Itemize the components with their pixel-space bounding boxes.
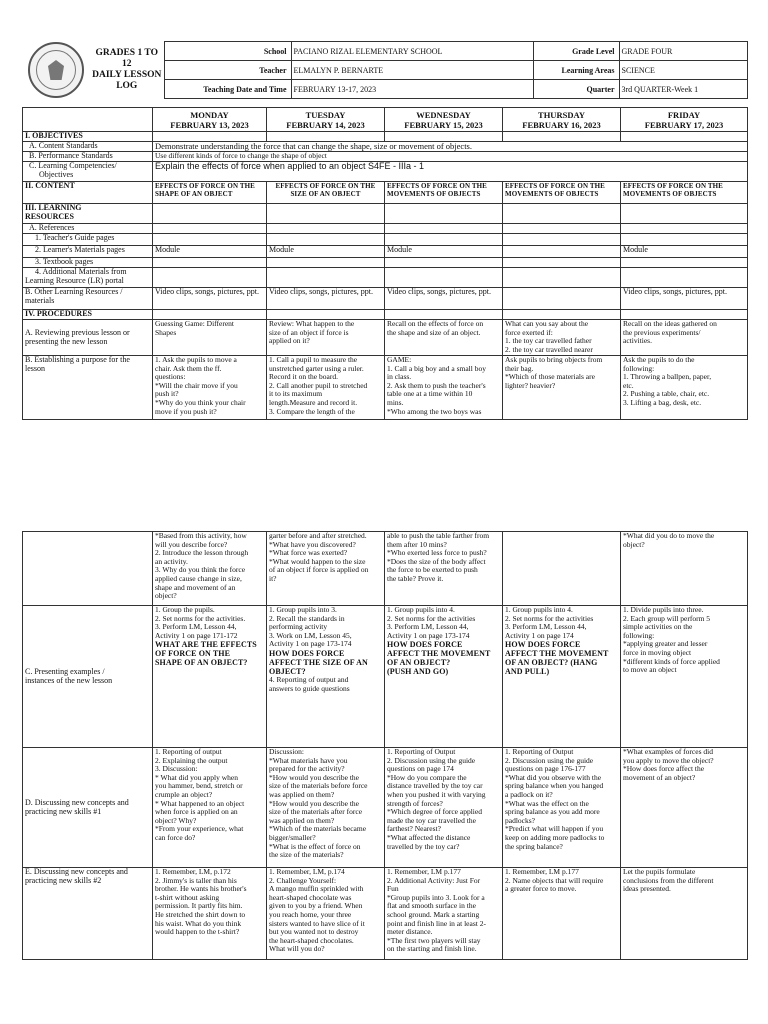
cell-line: HOW DOES FORCE [269, 648, 345, 658]
content-tuesday: EFFECTS OF FORCE ON THE SIZE OF AN OBJECT [267, 182, 385, 204]
lesson-log-table [22, 107, 748, 420]
other-resources-tuesday: Video clips, songs, pictures, ppt. [267, 288, 385, 310]
cell-line: an activity. [155, 556, 188, 566]
cell-line: What will you do? [269, 944, 325, 954]
procedure-a-thursday [503, 320, 621, 356]
header-table [22, 41, 748, 99]
competencies-label: C. Learning Competencies/ Objectives [23, 162, 153, 182]
cell-line: was applied on them? [269, 789, 335, 799]
cell-line: you apply to move the object? [623, 755, 714, 765]
cell-line: 1. Remember, LM, p.174 [269, 867, 345, 876]
cell-line: 1. Group pupils into 3. [269, 605, 337, 614]
procedure-b-tuesday [267, 356, 385, 420]
cell-line: travelled by the toy car? [387, 841, 460, 851]
cell-line: the spring balance? [505, 841, 563, 851]
cell-line: Activity 1 on page 174 [505, 630, 574, 640]
cell-line: 1. Reporting of Output [505, 747, 574, 756]
cell-line: 1. Remember, LM, p.172 [155, 867, 231, 876]
cell-line: WHAT ARE THE EFFECTS [155, 640, 257, 650]
cell-line: size of an object if force is [269, 327, 349, 337]
cell-line: 1. Divide pupils into three. [623, 605, 704, 614]
procedure-b-tuesday-cont [267, 532, 385, 606]
school-value: PACIANO RIZAL ELEMENTARY SCHOOL [291, 42, 533, 61]
cell-line: 1. Ask the pupils to move a [155, 355, 237, 364]
cell-line: 1. Call a big boy and a small boy [387, 363, 486, 373]
learners-materials-label: 2. Learner's Materials pages [23, 246, 153, 258]
cell-line: 1. Group the pupils. [155, 605, 215, 614]
competencies-value: Explain the effects of force when applied to an object S4FE - IIIa - 1 [153, 162, 748, 182]
procedure-e-label: E. Discussing new concepts and practicing new skills #2 [23, 868, 153, 960]
cell-line: 4. Reporting of output and [269, 674, 349, 684]
procedure-d-wednesday [385, 748, 503, 868]
content-thursday: EFFECTS OF FORCE ON THE MOVEMENTS OF OBJECTS [503, 182, 621, 204]
teacher-value: ELMALYN P. BERNARTE [291, 61, 533, 80]
other-resources-monday: Video clips, songs, pictures, ppt. [153, 288, 267, 310]
cell-line: the heart-shaped chocolates. [269, 935, 354, 945]
cell-line: length.Measure and record it. [269, 397, 358, 407]
cell-line: 2. Discussion using the guide [387, 755, 476, 765]
corner-cell [23, 108, 153, 132]
objectives-heading: I. OBJECTIVES [23, 132, 153, 142]
procedure-b-friday [621, 356, 748, 420]
cell-line: 2. Recall the standards in [269, 613, 345, 623]
cell-line: but you wanted not to destroy [269, 927, 359, 937]
cell-line: unstretched garter using a ruler. [269, 363, 364, 373]
procedure-a-tuesday [267, 320, 385, 356]
cell-line: AND PULL) [505, 667, 550, 677]
cell-line: 3. Compare the length of the [269, 406, 355, 416]
cell-line: *What is the effect of force on [269, 841, 361, 851]
cell-line: Record it on the board. [269, 372, 338, 382]
cell-line: when force is applied on an [155, 807, 238, 817]
cell-line: questions: [155, 372, 186, 382]
performance-standards-value: Use different kinds of force to change the shape of object [153, 152, 748, 162]
cell-line: 1. Reporting of Output [387, 747, 456, 756]
quarter-label: Quarter [533, 80, 619, 99]
procedure-b-wednesday-cont [385, 532, 503, 606]
procedure-d-thursday [503, 748, 621, 868]
cell-line: 2. Set norms for the activities [387, 613, 476, 623]
cell-line: *Group pupils into 3. Look for a [387, 892, 485, 902]
cell-line: distance travelled by the toy car [387, 781, 483, 791]
procedure-e-tuesday [267, 868, 385, 960]
cell-line: strength of forces? [387, 798, 443, 808]
day-header-monday: MONDAY FEBRUARY 13, 2023 [153, 108, 267, 132]
cell-line: mins. [387, 397, 404, 407]
cell-line: *What affected the distance [387, 832, 471, 842]
other-resources-friday: Video clips, songs, pictures, ppt. [621, 288, 748, 310]
cell-line: AFFECT THE MOVEMENT [387, 649, 491, 659]
cell-line: it to its maximum [269, 389, 323, 399]
cell-line: OBJECT? [269, 666, 306, 676]
cell-line: Ask the pupils to do the [623, 355, 695, 364]
title-line-2: DAILY LESSON [92, 70, 162, 80]
cell-line: made the toy car travelled the [387, 815, 476, 825]
cell-line: 2. Ask them to push the teacher's [387, 380, 486, 390]
cell-line: force exerted if: [505, 327, 553, 337]
other-resources-thursday [503, 288, 621, 310]
cell-line: bigger/smaller? [269, 832, 316, 842]
learners-materials-monday: Module [153, 246, 267, 258]
procedure-b-label-continued [23, 532, 153, 606]
cell-line: *applying greater and lesser [623, 639, 708, 649]
cell-line: will you describe force? [155, 539, 228, 549]
cell-line: performing activity [269, 622, 328, 632]
cell-line: 2. Challenge Yourself: [269, 875, 337, 885]
procedure-c-thursday [503, 606, 621, 748]
procedure-e-thursday [503, 868, 621, 960]
cell-line: *Which degree of force applied [387, 807, 482, 817]
cell-line: 1. Group pupils into 4. [505, 605, 573, 614]
procedure-b-thursday [503, 356, 621, 420]
cell-line: object? Why? [155, 815, 197, 825]
cell-line: when you pushed it with varying [387, 789, 486, 799]
cell-line: 3. Perform LM, Lesson 44, [505, 622, 587, 632]
cell-line: HOW DOES FORCE [505, 640, 581, 650]
grade-level-value: GRADE FOUR [619, 42, 747, 61]
cell-line: crumple an object? [155, 789, 213, 799]
cell-line: 2. the toy car travelled nearer [505, 344, 593, 354]
procedure-d-monday [153, 748, 267, 868]
cell-line: the size of the materials? [269, 850, 344, 860]
cell-line: *Which of those materials are [505, 372, 595, 382]
cell-line: Let the pupils formulate [623, 867, 696, 876]
procedure-b-thursday-cont [503, 532, 621, 606]
cell-line: 1. Group pupils into 4. [387, 605, 455, 614]
cell-line: 3. Perform LM, Lesson 44, [155, 622, 237, 632]
cell-line: can force do? [155, 832, 196, 842]
cell-line: following: [623, 363, 655, 373]
cell-line: *Why do you think your chair [155, 397, 246, 407]
cell-line: spring balance as you add more [505, 807, 600, 817]
cell-line: Fun [387, 884, 399, 894]
cell-line: *Who among the two boys was [387, 406, 482, 416]
cell-line: farthest? Nearest? [387, 824, 441, 834]
dll-title [90, 42, 164, 99]
cell-line: HOW DOES FORCE [387, 640, 463, 650]
cell-line: permission. It partly fits him. [155, 901, 243, 911]
learning-resources-heading: III. LEARNING RESOURCES [23, 204, 153, 224]
procedure-b-monday [153, 356, 267, 420]
learners-materials-wednesday: Module [385, 246, 503, 258]
cell-line: Recall on the ideas gathered on [623, 319, 717, 328]
cell-line: to move an object [623, 665, 677, 675]
cell-line: Discussion: [269, 747, 305, 756]
cell-line: AFFECT THE MOVEMENT [505, 649, 609, 659]
cell-line: GAME: [387, 355, 412, 364]
cell-line: a padlock on it? [505, 789, 553, 799]
cell-line: *Will the chair move if you [155, 380, 238, 390]
cell-line: 3. Work on LM, Lesson 45, [269, 630, 352, 640]
cell-line: chair. Ask them the ff. [155, 363, 222, 373]
cell-line: garter before and after stretched. [269, 531, 367, 540]
procedure-b-friday-cont [621, 532, 748, 606]
teachers-guide-label: 1. Teacher's Guide pages [23, 234, 153, 246]
cell-line: *Who exerted less force to push? [387, 548, 487, 558]
procedure-b-wednesday [385, 356, 503, 420]
cell-line: 3. Lifting a bag, desk, etc. [623, 397, 702, 407]
cell-line: 1. Reporting of output [155, 747, 222, 756]
title-line-3: LOG [116, 81, 138, 91]
cell-line: shape and movement of an [155, 582, 236, 592]
cell-line: *What have you discovered? [269, 539, 356, 549]
cell-line: size of the materials before force [269, 781, 368, 791]
cell-line: meter distance. [387, 927, 433, 937]
cell-line: heart-shaped chocolate was [269, 892, 352, 902]
cell-line: force in moving object [623, 647, 692, 657]
procedure-c-label: C. Presenting examples / instances of the new lesson [23, 606, 153, 748]
cell-line: the force to be exerted to push [387, 565, 478, 575]
cell-line: move if you push it? [155, 406, 217, 416]
cell-line: simple activities on the [623, 622, 693, 632]
cell-line: Ask pupils to bring objects from [505, 355, 603, 364]
cell-line: following: [623, 630, 655, 640]
school-label: School [164, 42, 291, 61]
cell-line: sisters wanted to have slice of it [269, 918, 365, 928]
cell-line: the previous experiments/ [623, 327, 701, 337]
cell-line: *How would you describe the [269, 772, 359, 782]
cell-line: Activity 1 on page 173-174 [387, 630, 470, 640]
deped-seal-cell [22, 42, 90, 99]
cell-line: size of the materials after force [269, 807, 363, 817]
other-resources-wednesday: Video clips, songs, pictures, ppt. [385, 288, 503, 310]
learners-materials-thursday [503, 246, 621, 258]
cell-line: 2. Discussion using the guide [505, 755, 594, 765]
cell-line: *What did you observe with the [505, 772, 602, 782]
cell-line: 2. Set norms for the activities [505, 613, 594, 623]
cell-line: *What materials have you [269, 755, 348, 765]
cell-line: Activity 1 on page 171-172 [155, 630, 238, 640]
cell-line: * What happened to an object [155, 798, 245, 808]
cell-line: *Predict what will happen if you [505, 824, 604, 834]
cell-line: He stretched the shirt down to [155, 909, 246, 919]
cell-line: *The first two players will stay [387, 935, 481, 945]
cell-line: ideas presented. [623, 884, 671, 894]
deped-seal-icon [28, 42, 84, 98]
cell-line: *Which of the materials became [269, 824, 367, 834]
cell-line: padlocks? [505, 815, 535, 825]
other-resources-label: B. Other Learning Resources / materials [23, 288, 153, 310]
cell-line: *Based from this activity, how [155, 531, 247, 540]
cell-line: the shape and size of an object. [387, 327, 481, 337]
cell-line: 1. Throwing a ballpen, paper, [623, 372, 712, 382]
cell-line: them after 10 mins? [387, 539, 447, 549]
procedure-d-label: D. Discussing new concepts and practicing new skills #1 [23, 748, 153, 868]
textbook-pages-label: 3. Textbook pages [23, 258, 153, 268]
cell-line: * What did you apply when [155, 772, 238, 782]
cell-line: brother. He wants his brother's [155, 884, 247, 894]
cell-line: *From your experience, what [155, 824, 244, 834]
cell-line: OF FORCE ON THE [155, 649, 231, 659]
cell-line: *Does the size of the body affect [387, 556, 486, 566]
cell-line: 2. Pushing a table, chair, etc. [623, 389, 710, 399]
procedure-a-label: A. Reviewing previous lesson or presenting the new lesson [23, 320, 153, 356]
content-monday: EFFECTS OF FORCE ON THE SHAPE OF AN OBJECT [153, 182, 267, 204]
teaching-date-label: Teaching Date and Time [164, 80, 291, 99]
learning-areas-label: Learning Areas [533, 61, 619, 80]
cell-line: answers to guide questions [269, 683, 350, 693]
procedure-e-monday [153, 868, 267, 960]
quarter-value: 3rd QUARTER-Week 1 [619, 80, 747, 99]
cell-line: Review: What happen to the [269, 319, 355, 328]
cell-line: you hammer, bend, stretch or [155, 781, 243, 791]
performance-standards-label: B. Performance Standards [23, 152, 153, 162]
cell-line: 1. Remember, LM p.177 [505, 867, 579, 876]
cell-line: 2. Introduce the lesson through [155, 548, 249, 558]
cell-line: SHAPE OF AN OBJECT? [155, 658, 248, 668]
cell-line: 2. Name objects that will require [505, 875, 604, 885]
cell-line: A mango muffin sprinkled with [269, 884, 364, 894]
cell-line: given to you by a friend. When [269, 901, 363, 911]
cell-line: of an object if force is applied on [269, 565, 369, 575]
learning-areas-value: SCIENCE [619, 61, 747, 80]
procedure-c-monday [153, 606, 267, 748]
cell-line: keep on adding more padlocks to [505, 832, 605, 842]
procedure-a-friday [621, 320, 748, 356]
references-label: A. References [23, 224, 153, 234]
cell-line: *How would you describe the [269, 798, 359, 808]
procedure-c-tuesday [267, 606, 385, 748]
cell-line: Guessing Game: Different [155, 319, 235, 328]
cell-line: 2. Each group will perform 5 [623, 613, 711, 623]
grade-level-label: Grade Level [533, 42, 619, 61]
cell-line: *What did you do to move the [623, 531, 715, 540]
cell-line: 1. the toy car travelled father [505, 336, 592, 346]
cell-line: *What force was exerted? [269, 548, 348, 558]
cell-line: t-shirt without asking [155, 892, 220, 902]
procedure-a-monday [153, 320, 267, 356]
cell-line: AFFECT THE SIZE OF AN [269, 657, 368, 667]
cell-line: object? [623, 539, 645, 549]
cell-line: movement of an object? [623, 772, 696, 782]
cell-line: 2. Additional Activity: Just For [387, 875, 481, 885]
cell-line: Activity 1 on page 173-174 [269, 639, 352, 649]
cell-line: *What was the effect on the [505, 798, 589, 808]
cell-line: the table? Prove it. [387, 573, 444, 583]
cell-line: 3. Perform LM, Lesson 44, [387, 622, 469, 632]
procedure-c-wednesday [385, 606, 503, 748]
procedure-b-monday-cont [153, 532, 267, 606]
cell-line: 2. Explaining the output [155, 755, 228, 765]
cell-line: OF AN OBJECT? [387, 658, 451, 668]
cell-line: 3. Discussion: [155, 764, 198, 774]
day-header-friday: FRIDAY FEBRUARY 17, 2023 [621, 108, 748, 132]
procedure-e-wednesday [385, 868, 503, 960]
cell-line: 2. Set norms for the activities. [155, 613, 246, 623]
cell-line: *different kinds of force applied [623, 656, 720, 666]
cell-line: 3. Why do you think the force [155, 565, 246, 575]
procedure-c-friday [621, 606, 748, 748]
cell-line: lighter? heavier? [505, 380, 556, 390]
day-header-tuesday: TUESDAY FEBRUARY 14, 2023 [267, 108, 385, 132]
procedure-d-friday [621, 748, 748, 868]
cell-line: 2. Jimmy's is taller than his [155, 875, 237, 885]
cell-line: etc. [623, 380, 634, 390]
cell-line: was applied on them? [269, 815, 335, 825]
cell-line: object? [155, 591, 177, 601]
cell-line: conclusions from the different [623, 875, 714, 885]
lesson-log-table-continued [22, 531, 748, 960]
cell-line: applied cause change in size, [155, 573, 242, 583]
cell-line: *What would happen to the size [269, 556, 366, 566]
cell-line: you reach home, your three [269, 909, 352, 919]
learners-materials-friday: Module [621, 246, 748, 258]
cell-line: 2. Call another pupil to stretched [269, 380, 368, 390]
cell-line: 1. Call a pupil to measure the [269, 355, 358, 364]
content-wednesday: EFFECTS OF FORCE ON THE MOVEMENTS OF OBJECTS [385, 182, 503, 204]
cell-line: in class. [387, 372, 412, 382]
procedure-b-label: B. Establishing a purpose for the lesson [23, 356, 153, 420]
content-heading: II. CONTENT [23, 182, 153, 204]
cell-line: What can you say about the [505, 319, 589, 328]
content-friday: EFFECTS OF FORCE ON THE MOVEMENTS OF OBJECTS [621, 182, 748, 204]
cell-line: Recall on the effects of force on [387, 319, 484, 328]
procedure-d-tuesday [267, 748, 385, 868]
cell-line: Shapes [155, 327, 177, 337]
procedures-heading: IV. PROCEDURES [23, 310, 153, 320]
cell-line: spring balance when you hanged [505, 781, 604, 791]
cell-line: questions on page 174 [387, 764, 454, 774]
cell-line: (PUSH AND GO) [387, 667, 449, 677]
additional-materials-label: 4. Additional Materials from Learning Resource (LR) portal [23, 268, 153, 288]
teacher-label: Teacher [164, 61, 291, 80]
cell-line: activities. [623, 336, 652, 346]
cell-line: OF AN OBJECT? (HANG [505, 658, 598, 668]
cell-line: able to push the table farther from [387, 531, 490, 540]
cell-line: *What examples of forces did [623, 747, 713, 756]
cell-line: prepared for the activity? [269, 764, 345, 774]
cell-line: flat and smooth surface in the [387, 901, 476, 911]
cell-line: school ground. Mark a starting [387, 909, 480, 919]
cell-line: point and finish line in at least 2- [387, 918, 486, 928]
cell-line: push it? [155, 389, 179, 399]
cell-line: his waist. What do you think [155, 918, 242, 928]
content-standards-value: Demonstrate understanding the force that can change the shape, size or movement of objects. [153, 142, 748, 152]
day-header-thursday: THURSDAY FEBRUARY 16, 2023 [503, 108, 621, 132]
day-header-wednesday: WEDNESDAY FEBRUARY 15, 2023 [385, 108, 503, 132]
cell-line: applied on it? [269, 336, 310, 346]
procedure-e-friday [621, 868, 748, 960]
cell-line: *How do you compare the [387, 772, 467, 782]
cell-line: on the starting and finish line. [387, 944, 477, 954]
cell-line: questions on page 176-177 [505, 764, 586, 774]
cell-line: would happen to the t-shirt? [155, 927, 240, 937]
procedure-a-wednesday [385, 320, 503, 356]
learners-materials-tuesday: Module [267, 246, 385, 258]
cell-line: a greater force to move. [505, 884, 577, 894]
cell-line: their bag. [505, 363, 534, 373]
teaching-date-value: FEBRUARY 13-17, 2023 [291, 80, 533, 99]
title-line-1: GRADES 1 TO 12 [95, 48, 158, 69]
cell-line: 1. Remember, LM p.177 [387, 867, 461, 876]
cell-line: *How does force affect the [623, 764, 705, 774]
content-standards-label: A. Content Standards [23, 142, 153, 152]
cell-line: it? [269, 573, 277, 583]
cell-line: table one at a time within 10 [387, 389, 473, 399]
